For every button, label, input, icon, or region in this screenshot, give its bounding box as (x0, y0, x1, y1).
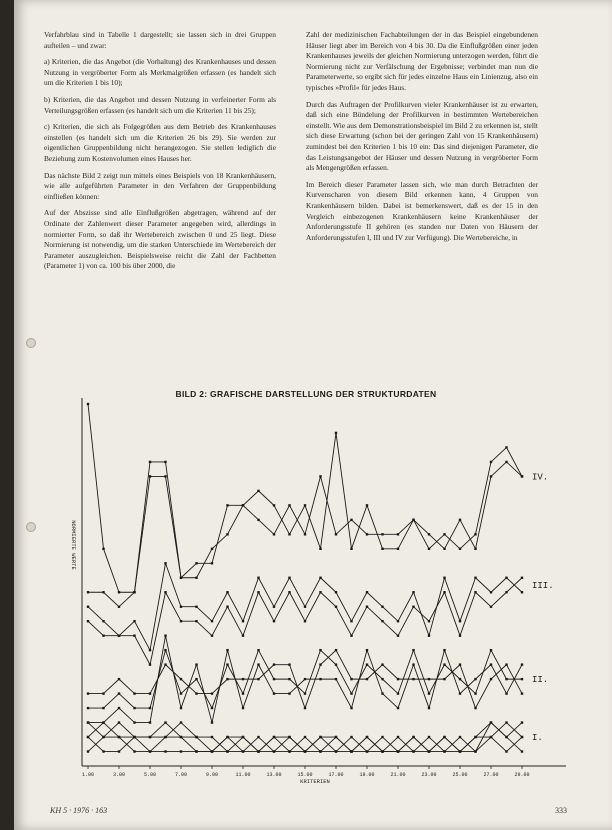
x-tick-label: 21.00 (390, 772, 406, 778)
data-point (164, 562, 166, 564)
data-point (180, 577, 182, 579)
data-point (397, 620, 399, 622)
data-point (257, 678, 259, 680)
data-point (87, 721, 89, 723)
data-point (195, 678, 197, 680)
data-point (490, 461, 492, 463)
data-point (211, 721, 213, 723)
data-point (273, 663, 275, 665)
data-point (474, 591, 476, 593)
data-point (288, 577, 290, 579)
data-point (521, 591, 523, 593)
data-point (443, 736, 445, 738)
data-point (428, 548, 430, 550)
data-point (521, 736, 523, 738)
data-point (87, 403, 89, 405)
data-point (273, 606, 275, 608)
data-point (304, 707, 306, 709)
data-point (164, 649, 166, 651)
paragraph: Im Bereich dieser Parameter lassen sich, wie man durch Betrachten der Kurvenscharen von diesem Bild erkennen kann, 4 Gruppen von Krankenhäusern bilden. Dabei ist bemerkenswert, daß es der 15 in den Vergleich einbezogenen Krankenhäusern keine Krankenhäuser der Anforderungsstufe II gehören (es standen nur Daten von Häusern der Anforderungsstufen I, III und IV zur Verfügung). Die Wertebereiche, in (306, 179, 538, 242)
data-point (102, 736, 104, 738)
data-point (118, 692, 120, 694)
data-point (350, 634, 352, 636)
data-point (443, 533, 445, 535)
data-point (195, 562, 197, 564)
data-point (443, 548, 445, 550)
data-point (149, 750, 151, 752)
data-point (195, 692, 197, 694)
data-point (288, 591, 290, 593)
data-point (133, 620, 135, 622)
paragraph: Das nächste Bild 2 zeigt nun mittels eines Beispiels von 18 Krankenhäusern, wie alle aufgeführten Parameter in den Verfahren der Gruppenbildung einfließen können: (44, 170, 276, 201)
data-point (521, 663, 523, 665)
data-point (211, 548, 213, 550)
data-point (366, 504, 368, 506)
x-tick-label: 9.00 (205, 772, 219, 778)
data-point (412, 678, 414, 680)
data-point (366, 606, 368, 608)
series-line (88, 404, 522, 592)
data-point (242, 750, 244, 752)
data-point (381, 692, 383, 694)
data-point (474, 692, 476, 694)
data-point (428, 678, 430, 680)
data-point (149, 707, 151, 709)
data-point (412, 649, 414, 651)
x-tick-label: 29.00 (514, 772, 530, 778)
data-point (474, 577, 476, 579)
data-point (304, 678, 306, 680)
data-point (459, 634, 461, 636)
data-point (87, 692, 89, 694)
paragraph: Zahl der medizinischen Fachabteilungen der in das Beispiel eingebundenen Häuser liegt aber im Bereich von 4 bis 30. Da die Einflußgrößen einer jeden Krankenhauses jeweils der gleichen Normierung unterzogen werden, führt die Normierung nicht zur Verfälschung der Ergebnisse; verbindet man nun die Parameterwerte, so ergibt sich für jedes einzelne Haus ein Linienzug, also ein typisches »Profil« für jedes Haus. (306, 30, 538, 92)
x-tick-label: 13.00 (266, 772, 282, 778)
data-point (257, 750, 259, 752)
data-point (366, 533, 368, 535)
data-point (428, 533, 430, 535)
data-point (505, 750, 507, 752)
data-point (474, 707, 476, 709)
data-point (226, 504, 228, 506)
data-point (118, 721, 120, 723)
data-point (164, 663, 166, 665)
x-tick-label: 23.00 (421, 772, 437, 778)
data-point (490, 736, 492, 738)
data-point (428, 707, 430, 709)
data-point (350, 620, 352, 622)
data-point (443, 649, 445, 651)
data-point (133, 591, 135, 593)
data-point (273, 736, 275, 738)
data-point (195, 663, 197, 665)
data-point (335, 432, 337, 434)
data-point (102, 634, 104, 636)
data-point (335, 591, 337, 593)
data-point (226, 533, 228, 535)
x-tick-label: 19.00 (359, 772, 375, 778)
data-point (226, 750, 228, 752)
data-point (412, 663, 414, 665)
data-point (304, 504, 306, 506)
data-point (87, 591, 89, 593)
data-point (443, 663, 445, 665)
data-point (350, 548, 352, 550)
data-point (273, 620, 275, 622)
data-point (257, 577, 259, 579)
data-point (180, 692, 182, 694)
data-point (226, 678, 228, 680)
data-point (118, 678, 120, 680)
data-point (304, 533, 306, 535)
data-point (381, 548, 383, 550)
data-point (87, 620, 89, 622)
data-point (180, 620, 182, 622)
data-point (288, 692, 290, 694)
data-point (226, 606, 228, 608)
data-point (521, 678, 523, 680)
x-tick-label: 1.00 (81, 772, 95, 778)
series-line (88, 737, 522, 751)
data-point (304, 736, 306, 738)
data-point (397, 533, 399, 535)
data-point (226, 663, 228, 665)
data-point (164, 750, 166, 752)
data-point (490, 678, 492, 680)
x-tick-label: 17.00 (328, 772, 344, 778)
group-label: I. (532, 733, 543, 744)
data-point (381, 620, 383, 622)
data-point (366, 750, 368, 752)
data-point (211, 736, 213, 738)
data-point (350, 750, 352, 752)
data-point (412, 606, 414, 608)
data-point (505, 721, 507, 723)
data-point (459, 678, 461, 680)
data-point (133, 750, 135, 752)
data-point (118, 750, 120, 752)
data-point (242, 504, 244, 506)
data-point (180, 678, 182, 680)
data-point (273, 750, 275, 752)
data-point (521, 577, 523, 579)
data-point (133, 721, 135, 723)
data-point (428, 692, 430, 694)
data-point (412, 736, 414, 738)
data-point (226, 649, 228, 651)
data-point (335, 649, 337, 651)
data-point (273, 692, 275, 694)
data-point (381, 606, 383, 608)
data-point (149, 692, 151, 694)
data-point (257, 490, 259, 492)
data-point (397, 750, 399, 752)
data-point (521, 475, 523, 477)
data-point (211, 692, 213, 694)
page-number: 333 (555, 806, 567, 815)
data-point (428, 750, 430, 752)
data-point (381, 736, 383, 738)
data-point (149, 649, 151, 651)
data-point (102, 548, 104, 550)
data-point (87, 707, 89, 709)
data-point (459, 750, 461, 752)
data-point (164, 721, 166, 723)
data-point (164, 591, 166, 593)
data-point (149, 663, 151, 665)
data-point (505, 663, 507, 665)
data-point (319, 475, 321, 477)
data-point (164, 634, 166, 636)
paragraph: c) Kriterien, die sich als Folgegrößen aus dem Betrieb des Krankenhauses einstellen (es handelt sich um die Kriterien 26 bis 29). Sie werden zur eigentlichen Gruppenbildung nicht herangezogen. Sie stellen lediglich die Beziehung zum Kostenvolumen eines Hauses her. (44, 122, 276, 163)
data-point (242, 707, 244, 709)
data-point (490, 663, 492, 665)
data-point (381, 533, 383, 535)
data-point (474, 548, 476, 550)
data-point (87, 606, 89, 608)
data-point (335, 736, 337, 738)
data-point (211, 634, 213, 636)
data-point (288, 663, 290, 665)
data-point (443, 591, 445, 593)
x-tick-label: 3.00 (112, 772, 126, 778)
data-point (459, 663, 461, 665)
data-point (350, 678, 352, 680)
data-point (288, 533, 290, 535)
data-point (288, 750, 290, 752)
data-point (443, 577, 445, 579)
data-point (195, 620, 197, 622)
data-point (133, 736, 135, 738)
data-point (319, 663, 321, 665)
data-point (164, 736, 166, 738)
data-point (242, 692, 244, 694)
data-point (195, 750, 197, 752)
data-point (102, 620, 104, 622)
data-point (490, 721, 492, 723)
data-point (505, 736, 507, 738)
data-point (102, 591, 104, 593)
paragraph: b) Kriterien, die das Angebot und dessen Nutzung in verfeinerter Form als Verteilungsgrößen erfassen (es handelt sich um die Kriterien 11 bis 25); (44, 94, 276, 115)
data-point (102, 721, 104, 723)
data-point (505, 692, 507, 694)
data-point (149, 475, 151, 477)
data-point (133, 634, 135, 636)
data-point (350, 519, 352, 521)
x-tick-label: 7.00 (174, 772, 188, 778)
data-point (242, 736, 244, 738)
data-point (366, 678, 368, 680)
data-point (335, 750, 337, 752)
data-point (474, 678, 476, 680)
data-point (505, 591, 507, 593)
data-point (164, 461, 166, 463)
data-point (133, 692, 135, 694)
data-point (335, 533, 337, 535)
data-point (490, 606, 492, 608)
data-point (505, 577, 507, 579)
y-axis-label: NORMIERTE WERTE (70, 520, 77, 570)
data-point (118, 736, 120, 738)
data-point (195, 606, 197, 608)
data-point (304, 606, 306, 608)
data-point (102, 707, 104, 709)
data-point (257, 663, 259, 665)
data-point (149, 721, 151, 723)
data-point (211, 750, 213, 752)
data-point (319, 577, 321, 579)
data-point (443, 750, 445, 752)
data-point (242, 634, 244, 636)
journal-citation: KH 5 · 1976 · 163 (50, 806, 108, 815)
data-point (335, 663, 337, 665)
data-point (366, 591, 368, 593)
data-point (381, 663, 383, 665)
data-point (273, 504, 275, 506)
data-point (102, 692, 104, 694)
paragraph: Verfahrblau sind in Tabelle 1 dargestellt; sie lassen sich in drei Gruppen aufteilen – und zwar: (44, 30, 276, 50)
x-axis-label: KRITERIEN (300, 778, 330, 785)
data-point (350, 736, 352, 738)
data-point (288, 504, 290, 506)
data-point (133, 707, 135, 709)
data-point (118, 606, 120, 608)
x-tick-label: 25.00 (452, 772, 468, 778)
data-point (350, 692, 352, 694)
data-point (273, 678, 275, 680)
data-point (474, 533, 476, 535)
data-point (226, 591, 228, 593)
data-point (505, 461, 507, 463)
data-point (180, 606, 182, 608)
data-point (521, 721, 523, 723)
data-point (211, 620, 213, 622)
data-point (459, 692, 461, 694)
data-point (149, 736, 151, 738)
data-point (319, 678, 321, 680)
data-point (490, 475, 492, 477)
data-point (319, 591, 321, 593)
data-point (474, 736, 476, 738)
data-point (242, 620, 244, 622)
data-point (304, 692, 306, 694)
data-point (180, 707, 182, 709)
data-point (180, 750, 182, 752)
data-point (288, 678, 290, 680)
data-point (164, 475, 166, 477)
data-point (381, 678, 383, 680)
data-point (257, 649, 259, 651)
data-point (180, 736, 182, 738)
paragraph: a) Kriterien, die das Angebot (die Vorhaltung) des Krankenhauses und dessen Nutzung in vergröberter Form als Merkmalgrößen erfassen (es handelt sich um die Kriterien 1 bis 10); (44, 57, 276, 88)
data-point (428, 620, 430, 622)
data-point (428, 634, 430, 636)
data-point (474, 750, 476, 752)
data-point (118, 707, 120, 709)
data-point (412, 750, 414, 752)
x-tick-label: 5.00 (143, 772, 157, 778)
figure-title: BILD 2: GRAFISCHE DARSTELLUNG DER STRUKTURDATEN (175, 389, 437, 399)
data-point (490, 649, 492, 651)
data-point (459, 519, 461, 521)
data-point (521, 692, 523, 694)
data-point (195, 577, 197, 579)
data-point (118, 591, 120, 593)
data-point (412, 591, 414, 593)
data-point (459, 736, 461, 738)
data-point (350, 707, 352, 709)
data-point (180, 721, 182, 723)
data-point (366, 663, 368, 665)
data-point (397, 736, 399, 738)
data-point (366, 649, 368, 651)
data-point (257, 736, 259, 738)
data-point (381, 750, 383, 752)
data-point (521, 750, 523, 752)
data-point (490, 591, 492, 593)
group-label: III. (532, 581, 554, 591)
data-point (443, 678, 445, 680)
data-point (211, 562, 213, 564)
data-point (366, 736, 368, 738)
data-point (319, 548, 321, 550)
data-point (505, 446, 507, 448)
data-point (397, 692, 399, 694)
data-point (226, 736, 228, 738)
data-point (412, 519, 414, 521)
x-tick-label: 15.00 (297, 772, 313, 778)
data-point (397, 707, 399, 709)
data-point (195, 736, 197, 738)
data-point (319, 649, 321, 651)
data-point (242, 678, 244, 680)
data-point (87, 736, 89, 738)
paragraph: Auf der Abszisse sind alle Einflußgrößen abgetragen, während auf der Ordinate der Zahlenwert dieser Parameter angegeben wird, allerdings in normierter Form, so daß ihr Wertebereich zwischen 0 und 25 liegt. Diese Normierung ist notwendig, um die starken Unterschiede im Wertebereich der Parameter auszugleichen. Beispielsweise reicht die Zahl der Fachbetten (Parameter 1) von ca. 100 bis über 2000, die (44, 208, 276, 271)
data-point (87, 750, 89, 752)
paragraph: Durch das Auftragen der Profilkurven vieler Krankenhäuser ist zu erwarten, daß sich eine Bündelung der Profilkurven in bestimmten Wertebereichen einstellt. Wie aus dem Demonstrationsbeispiel im Bild 2 zu erkennen ist, stellt sich diese Erwartung (schon bei der geringen Zahl von 15 Krankenhäusern) zumindest bei den Kriterien 1 bis 10 ein: Das sind diejenigen Parameter, die das Leistungsangebot der Häuser und dessen Nutzung in vergröberter Form als Mengengrößen erfassen. (306, 99, 538, 173)
data-point (149, 461, 151, 463)
data-point (505, 678, 507, 680)
data-point (428, 736, 430, 738)
data-point (335, 606, 337, 608)
data-point (118, 634, 120, 636)
data-point (257, 519, 259, 521)
data-point (335, 678, 337, 680)
data-point (459, 620, 461, 622)
data-point (304, 620, 306, 622)
data-point (319, 750, 321, 752)
data-point (211, 707, 213, 709)
data-point (397, 548, 399, 550)
data-point (304, 750, 306, 752)
data-point (257, 591, 259, 593)
data-point (102, 750, 104, 752)
data-point (397, 678, 399, 680)
data-point (273, 533, 275, 535)
x-tick-label: 11.00 (235, 772, 251, 778)
x-tick-label: 27.00 (483, 772, 499, 778)
group-label: II. (532, 675, 549, 686)
data-point (288, 736, 290, 738)
group-label: IV. (532, 472, 549, 483)
data-point (459, 548, 461, 550)
data-point (319, 736, 321, 738)
data-point (397, 634, 399, 636)
